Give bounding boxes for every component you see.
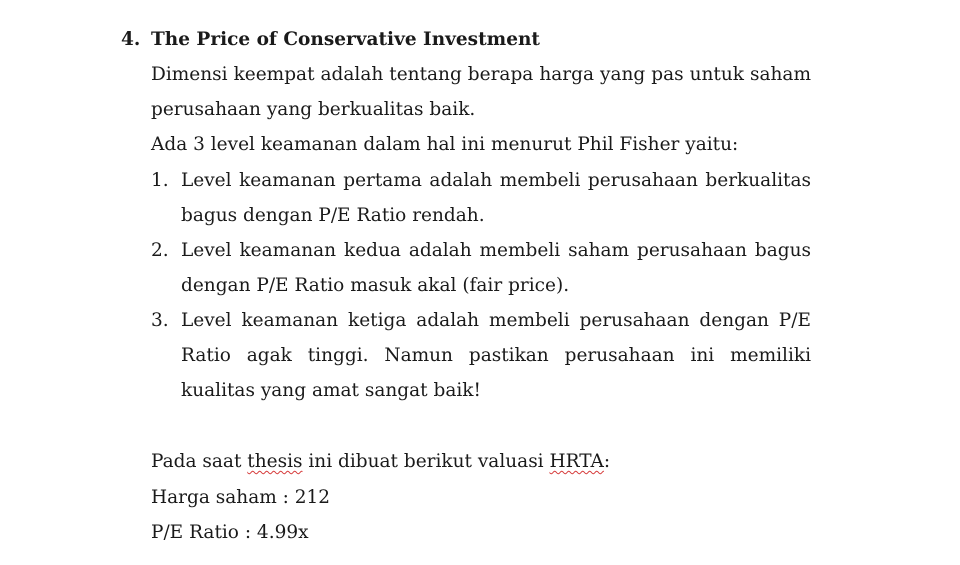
security-levels-list <box>151 163 811 408</box>
section-number: 4. <box>121 29 141 50</box>
list-item-number: 2. <box>151 240 169 261</box>
spellcheck-word-ticker[interactable]: HRTA <box>549 451 604 472</box>
list-item-text: Level keamanan kedua adalah membeli saham perusahaan bagus dengan P/E Ratio masuk akal (fair price). <box>181 240 811 296</box>
section-title: The Price of Conservative Investment <box>151 29 540 50</box>
share-price-line: Harga saham : 212 <box>151 487 331 508</box>
valuation-intro-part1: Pada saat <box>151 451 248 472</box>
paragraph-levels-intro: Ada 3 level keamanan dalam hal ini menurut Phil Fisher yaitu: <box>151 134 739 155</box>
list-item-number: 3. <box>151 310 169 331</box>
list-item-text: Level keamanan pertama adalah membeli perusahaan berkualitas bagus dengan P/E Ratio rendah. <box>181 170 811 226</box>
list-item <box>151 233 811 303</box>
pe-ratio-line: P/E Ratio : 4.99x <box>151 522 309 543</box>
list-item-number: 1. <box>151 170 169 191</box>
list-item-text: Level keamanan ketiga adalah membeli perusahaan dengan P/E Ratio agak tinggi. Namun pastikan perusahaan ini memiliki kualitas yang amat sangat baik! <box>181 310 811 401</box>
spellcheck-word-thesis[interactable]: thesis <box>247 451 303 472</box>
list-item <box>151 163 811 233</box>
list-item <box>151 303 811 408</box>
paragraph-intro: Dimensi keempat adalah tentang berapa harga yang pas untuk saham perusahaan yang berkualitas baik. <box>151 64 811 120</box>
valuation-intro-part2: ini dibuat berikut valuasi <box>302 451 550 472</box>
section-heading <box>121 27 540 53</box>
valuation-intro-part3: : <box>603 451 611 472</box>
valuation-intro <box>151 444 811 479</box>
